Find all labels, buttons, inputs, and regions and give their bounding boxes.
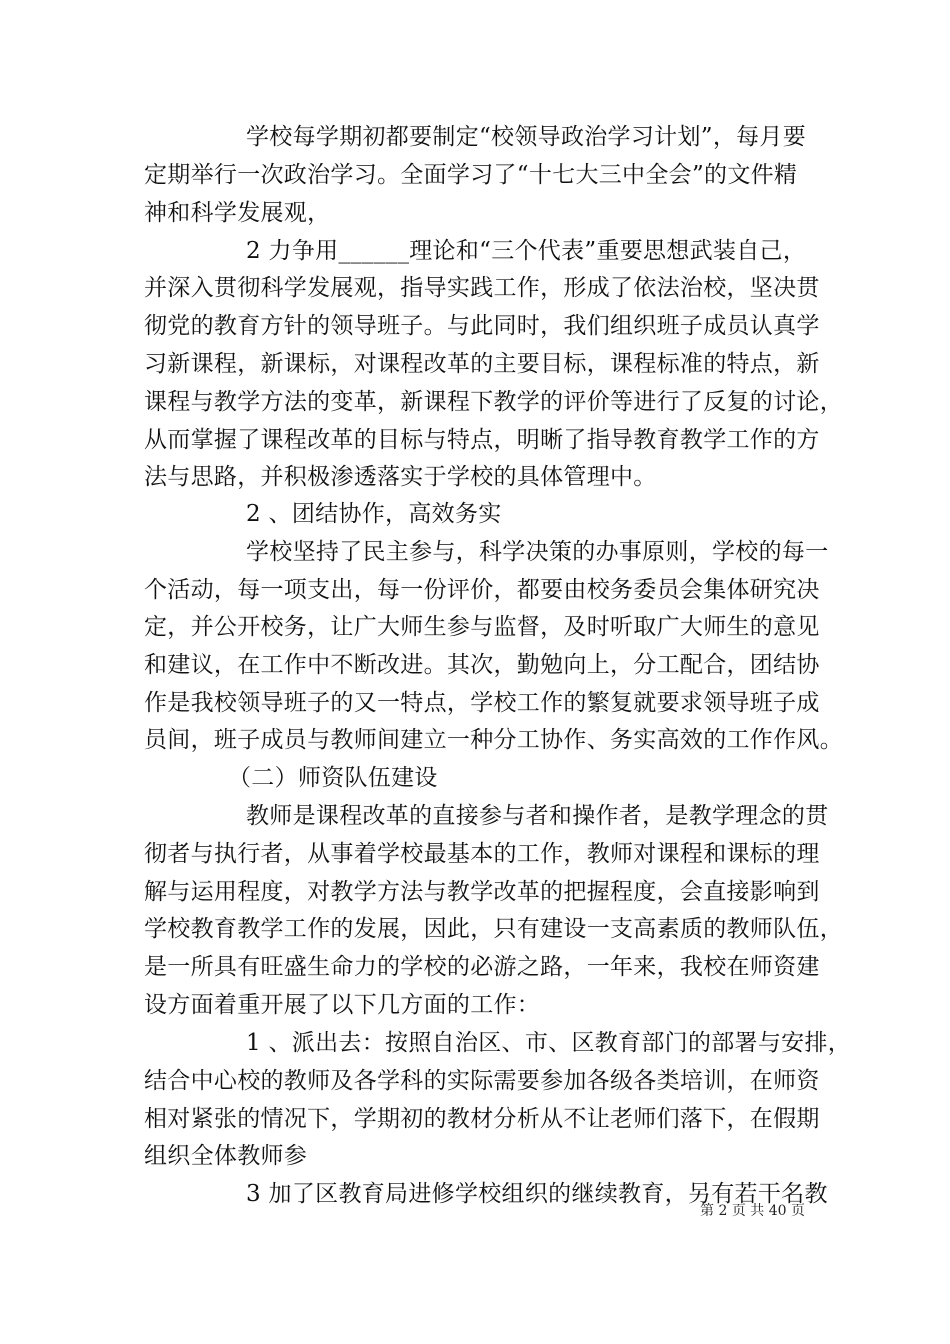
paragraph-line: 学校教育教学工作的发展，因此，只有建设一支高素质的教师队伍， <box>144 916 843 942</box>
paragraph-line: 相对紧张的情况下，学期初的教材分析从不让老师们落下，在假期 <box>144 1106 820 1132</box>
paragraph-line: 2 力争用______理论和“三个代表”重要思想武装自己， <box>246 238 807 264</box>
paragraph-line: 和建议，在工作中不断改进。其次，勤勉向上，分工配合，团结协 <box>144 652 820 678</box>
paragraph-line: 学校坚持了民主参与，科学决策的办事原则，学校的每一 <box>246 539 829 565</box>
paragraph-line: 彻者与执行者，从事着学校最基本的工作，教师对课程和课标的理 <box>144 841 820 867</box>
paragraph-line: 是一所具有旺盛生命力的学校的必游之路，一年来，我校在师资建 <box>144 954 820 980</box>
page-number: 第 2 页 共 40 页 <box>700 1203 805 1219</box>
paragraph-line: 从而掌握了课程改革的目标与特点，明晰了指导教育教学工作的方 <box>144 427 820 453</box>
paragraph-line: 并深入贯彻科学发展观，指导实践工作，形成了依法治校，坚决贯 <box>144 275 820 301</box>
paragraph-line: 定期举行一次政治学习。全面学习了“十七大三中全会”的文件精 <box>144 162 798 188</box>
paragraph-line: 员间，班子成员与教师间建立一种分工协作、务实高效的工作作风。 <box>144 727 843 753</box>
section-heading: 2 、团结协作，高效务实 <box>246 501 502 527</box>
paragraph-line: 教师是课程改革的直接参与者和操作者，是教学理念的贯 <box>246 803 829 829</box>
paragraph-line: 1 、派出去：按照自治区、市、区教育部门的部署与安排， <box>246 1030 852 1056</box>
paragraph-line: 法与思路，并积极渗透落实于学校的具体管理中。 <box>144 464 657 490</box>
paragraph-line: 习新课程，新课标，对课程改革的主要目标，课程标准的特点，新 <box>144 351 820 377</box>
paragraph-line: 3 加了区教育局进修学校组织的继续教育，另有若干名教 <box>246 1181 828 1207</box>
paragraph-line: 神和科学发展观， <box>144 200 331 226</box>
section-heading: （二）师资队伍建设 <box>228 765 438 791</box>
paragraph-line: 课程与教学方法的变革，新课程下教学的评价等进行了反复的讨论， <box>144 389 843 415</box>
paragraph-line: 组织全体教师参 <box>144 1143 308 1169</box>
paragraph-line: 定，并公开校务，让广大师生参与监督，及时听取广大师生的意见 <box>144 614 820 640</box>
paragraph-line: 解与运用程度，对教学方法与教学改革的把握程度，会直接影响到 <box>144 879 820 905</box>
paragraph-line: 学校每学期初都要制定“校领导政治学习计划”，每月要 <box>246 124 807 150</box>
paragraph-line: 个活动，每一项支出，每一份评价，都要由校务委员会集体研究决 <box>144 577 820 603</box>
paragraph-line: 彻党的教育方针的领导班子。与此同时，我们组织班子成员认真学 <box>144 313 820 339</box>
paragraph-line: 设方面着重开展了以下几方面的工作： <box>144 992 541 1018</box>
paragraph-line: 作是我校领导班子的又一特点，学校工作的繁复就要求领导班子成 <box>144 690 820 716</box>
paragraph-line: 结合中心校的教师及各学科的实际需要参加各级各类培训，在师资 <box>144 1068 820 1094</box>
